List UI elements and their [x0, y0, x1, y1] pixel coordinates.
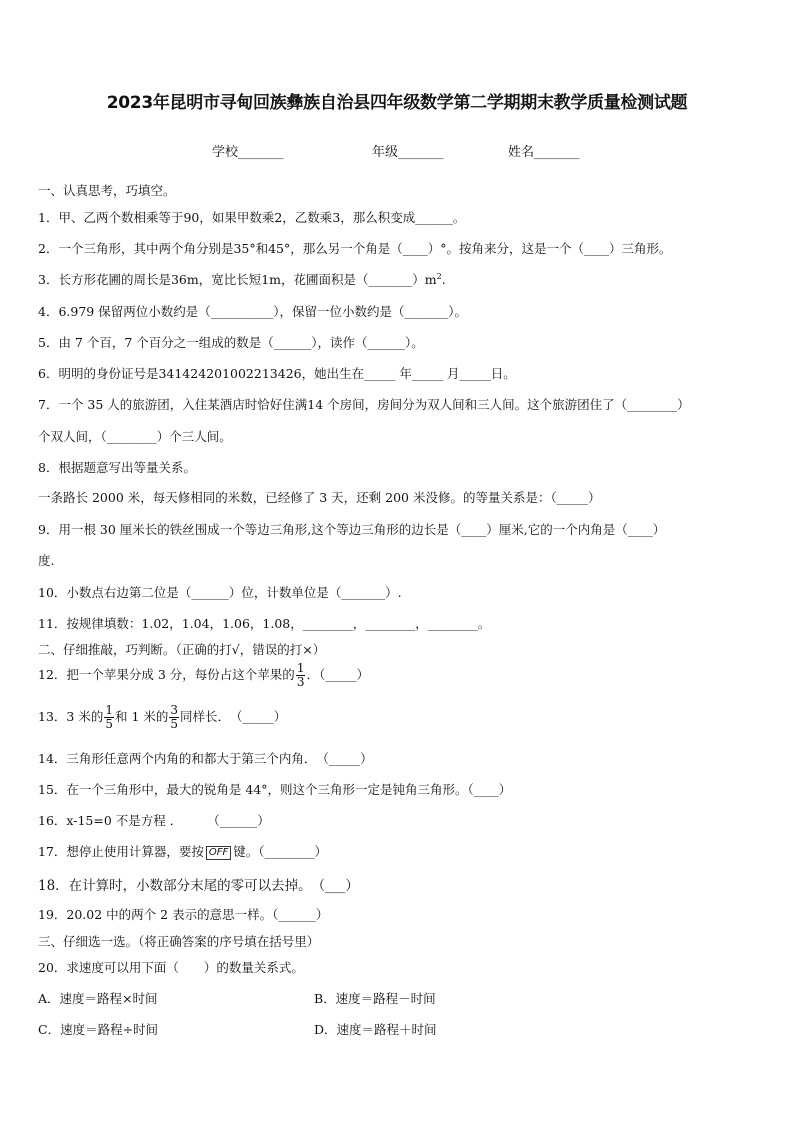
- option-a: A．速度＝路程×时间: [38, 991, 158, 1006]
- section-heading-3: 三、仔细选一选。（将正确答案的序号填在括号里）: [38, 934, 320, 949]
- question-20: 20．求速度可以用下面（ ）的数量关系式。: [38, 960, 304, 975]
- fraction-three-fifths: [169, 704, 179, 731]
- question-3-end: .: [441, 272, 446, 287]
- question-18: 18．在计算时，小数部分末尾的零可以去掉。 （___）: [38, 878, 359, 894]
- question-8-line-2: 一条路长 2000 米，每天修相同的米数，已经修了 3 天，还剩 200 米没修。的等量关系是：（_____）: [38, 490, 601, 505]
- fraction-numerator: 1: [296, 661, 305, 675]
- question-17-pre: 17．想停止使用计算器，要按: [38, 844, 204, 859]
- question-12-post: ．（_____）: [306, 667, 369, 682]
- question-10: 10．小数点右边第二位是（______）位，计数单位是（_______）.: [38, 585, 402, 600]
- question-19: 19．20.02 中的两个 2 表示的意思一样。（______）: [38, 907, 329, 922]
- question-13-pre: 13．3 米的: [38, 709, 104, 724]
- question-6: 6．明明的身份证号是341424201002213426，她出生在_____ 年_____ 月_____日。: [38, 366, 516, 381]
- question-12-pre: 12．把一个苹果分成 3 分，每份占这个苹果的: [38, 667, 295, 682]
- question-3-exponent: 2: [436, 271, 442, 281]
- question-8-line-1: 8．根据题意写出等量关系。: [38, 460, 196, 475]
- fraction-one-third: [296, 662, 306, 689]
- fraction-one-fifth: [104, 704, 114, 731]
- fraction-denominator: 5: [170, 717, 179, 731]
- question-7-line-1: 7．一个 35 人的旅游团，入住某酒店时恰好住满14 个房间，房间分为双人间和三人间。这个旅游团住了（________）: [38, 397, 690, 412]
- question-1: 1．甲、乙两个数相乘等于90，如果甲数乘2，乙数乘3，那么积变成______。: [38, 210, 466, 225]
- question-9-line-1: 9．用一根 30 厘米长的铁丝围成一个等边三角形,这个等边三角形的边长是（____）厘米,它的一个内角是（____）: [38, 522, 666, 537]
- question-11: 11．按规律填数：1.02，1.04，1.06，1.08，________，________，________。: [38, 616, 491, 631]
- section-heading-2: 二、仔细推敲，巧判断。（正确的打√，错误的打×）: [38, 642, 326, 657]
- question-13-post: 同样长． （_____）: [180, 709, 287, 724]
- question-12: [38, 662, 369, 689]
- fraction-denominator: 5: [105, 717, 113, 731]
- option-d: D．速度＝路程＋时间: [314, 1022, 437, 1037]
- question-3-text: 3．长方形花圃的周长是36m，宽比长短1m，花圃面积是（_______）m: [38, 272, 437, 287]
- fraction-denominator: 3: [296, 675, 305, 689]
- fraction-numerator: 3: [170, 703, 179, 717]
- question-3: [38, 270, 446, 288]
- question-17: [38, 842, 327, 860]
- question-16: 16．x-15=0 不是方程 ． （______）: [38, 813, 270, 828]
- section-heading-1: 一、认真思考，巧填空。: [38, 183, 176, 198]
- grade-field: 年级_______: [372, 145, 444, 160]
- question-15: 15．在一个三角形中，最大的锐角是 44°，则这个三角形一定是钝角三角形。（____）: [38, 782, 512, 797]
- option-c: C．速度＝路程÷时间: [38, 1022, 159, 1037]
- option-b: B．速度＝路程－时间: [314, 991, 436, 1006]
- question-4: 4．6.979 保留两位小数约是（__________），保留一位小数约是（_______）。: [38, 304, 467, 319]
- off-key-icon: OFF: [206, 846, 231, 860]
- question-13-mid: 和 1 米的: [114, 709, 169, 724]
- question-9-line-2: 度.: [38, 553, 55, 568]
- question-7-line-2: 个双人间，（________）个三人间。: [38, 429, 232, 444]
- question-13: [38, 704, 286, 731]
- question-2: 2．一个三角形，其中两个角分别是35°和45°，那么另一个角是（____）°。按角来分，这是一个（____）三角形。: [38, 241, 672, 256]
- page-title: 2023年昆明市寻甸回族彝族自治县四年级数学第二学期期末教学质量检测试题: [106, 93, 688, 113]
- school-field: 学校_______: [212, 145, 284, 160]
- name-field: 姓名_______: [508, 145, 580, 160]
- question-17-post: 键。（________）: [233, 844, 328, 859]
- question-14: 14．三角形任意两个内角的和都大于第三个内角． （_____）: [38, 751, 373, 766]
- question-5: 5．由 7 个百，7 个百分之一组成的数是（______），读作（______）。: [38, 335, 424, 350]
- fraction-numerator: 1: [105, 703, 113, 717]
